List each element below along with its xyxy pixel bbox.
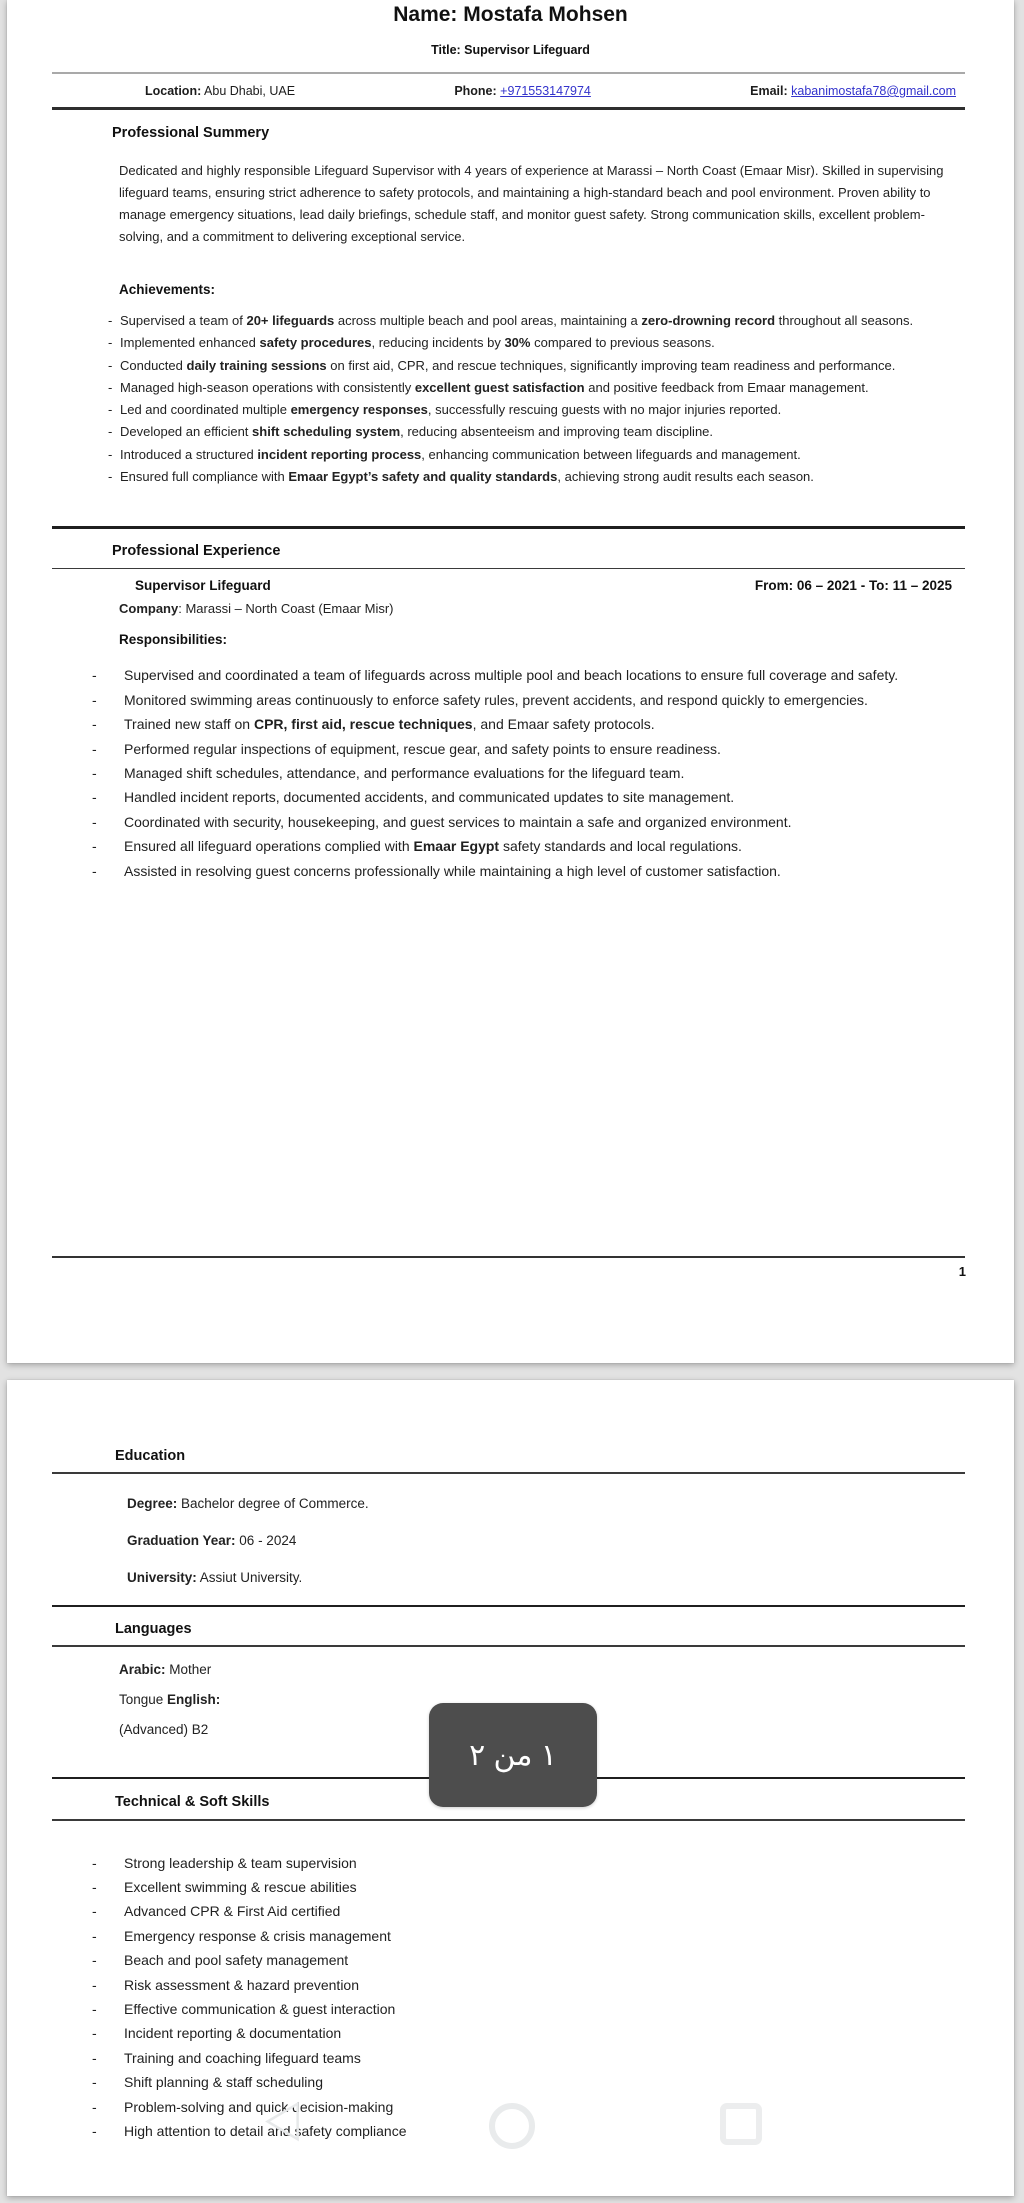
job-dates: From: 06 – 2021 - To: 11 – 2025 xyxy=(754,578,952,594)
summary-paragraph: Dedicated and highly responsible Lifeguard Supervisor with 4 years of experience at Marassi – North Coast (Emaar Misr). Skilled in supervising lifeguard teams, ensuring strict adherence to safety protocols, and maintaining a high-standard beach and pool environment. Proven ability to manage emergency situations, lead daily briefings, schedule staff, and monitor guest safety. Strong communication skills, excellent problem-solving, and a commitment to delivering exceptional service. xyxy=(119,163,944,244)
language-english-line: Tongue English: xyxy=(119,1691,221,1707)
languages-heading-divider xyxy=(52,1645,965,1647)
list-item xyxy=(108,332,956,354)
language-arabic-line: Arabic: Mother xyxy=(119,1661,212,1677)
bullet-dash: - xyxy=(108,313,113,328)
list-item xyxy=(92,1851,958,1875)
list-item-text: Risk assessment & hazard prevention xyxy=(124,1976,359,1993)
bullet-dash: - xyxy=(92,716,97,733)
list-item xyxy=(92,1899,958,1923)
skills-list xyxy=(92,1851,958,2144)
header-divider xyxy=(52,107,965,110)
bullet-dash: - xyxy=(92,1854,97,1871)
bullet-dash: - xyxy=(108,335,113,351)
bullet-dash: - xyxy=(92,1976,97,1993)
list-item xyxy=(92,1973,958,1997)
list-item xyxy=(92,859,958,883)
list-item xyxy=(108,444,956,466)
list-item xyxy=(108,355,956,377)
bullet-dash: - xyxy=(92,2000,97,2017)
home-icon[interactable] xyxy=(489,2103,535,2149)
bullet-dash: - xyxy=(92,789,97,806)
list-item-text: Managed high-season operations with consistently excellent guest satisfaction and positive feedback from Emaar management. xyxy=(120,379,869,395)
list-item-text: Emergency response & crisis management xyxy=(124,1927,391,1944)
contact-email xyxy=(750,84,956,98)
list-item-text: Problem-solving and quick decision-making xyxy=(124,2098,394,2115)
bullet-dash: - xyxy=(92,862,97,879)
location-value: Abu Dhabi, UAE xyxy=(201,84,296,98)
list-item-text: Trained new staff on CPR, first aid, rescue techniques, and Emaar safety protocols. xyxy=(124,716,655,733)
recents-icon[interactable] xyxy=(720,2103,762,2145)
list-item-text: Strong leadership & team supervision xyxy=(124,1854,357,1871)
list-item-text: Advanced CPR & First Aid certified xyxy=(124,1903,341,1920)
list-item-text: Effective communication & guest interaction xyxy=(124,2000,396,2017)
languages-top-divider xyxy=(52,1605,965,1608)
summary-heading: Professional Summery xyxy=(112,125,270,141)
bullet-dash: - xyxy=(92,2049,97,2066)
list-item xyxy=(92,2021,958,2045)
list-item xyxy=(92,810,958,834)
list-item xyxy=(108,399,956,421)
skills-heading-divider xyxy=(52,1819,965,1821)
bullet-dash: - xyxy=(92,2098,97,2115)
bullet-dash: - xyxy=(92,2025,97,2042)
list-item-text: Incident reporting & documentation xyxy=(124,2025,342,2042)
bullet-dash: - xyxy=(92,2074,97,2091)
education-heading: Education xyxy=(115,1448,186,1464)
list-item xyxy=(92,785,958,809)
back-icon[interactable]: ◁ xyxy=(265,2089,299,2147)
bullet-dash: - xyxy=(92,740,97,757)
doc-name: Name: Mostafa Mohsen xyxy=(393,3,628,26)
email-link[interactable]: kabanimostafa78@gmail.com xyxy=(791,84,956,98)
list-item-text: Performed regular inspections of equipment, rescue gear, and safety points to ensure readiness. xyxy=(124,740,721,757)
page-indicator-overlay xyxy=(429,1703,597,1807)
experience-top-divider xyxy=(52,526,965,529)
list-item-text: Supervised a team of 20+ lifeguards across multiple beach and pool areas, maintaining a zero-drowning record throughout all seasons. xyxy=(120,313,914,328)
degree-line: Degree: Bachelor degree of Commerce. xyxy=(127,1495,369,1511)
list-item xyxy=(92,1924,958,1948)
graduation-line: Graduation Year: 06 - 2024 xyxy=(127,1532,297,1548)
list-item xyxy=(92,1875,958,1899)
skills-heading: Technical & Soft Skills xyxy=(115,1794,270,1810)
location-label: Location: xyxy=(145,84,202,98)
list-item-text: Managed shift schedules, attendance, and performance evaluations for the lifeguard team. xyxy=(124,765,685,781)
page-indicator-text: ١ من ٢ xyxy=(469,1738,557,1772)
list-item xyxy=(92,737,958,761)
email-label: Email: xyxy=(750,84,788,98)
job-title: Supervisor Lifeguard xyxy=(135,578,271,594)
footer-divider xyxy=(52,1256,965,1258)
bullet-dash: - xyxy=(108,424,113,440)
list-item xyxy=(92,1997,958,2021)
list-item-text: Monitored swimming areas continuously to enforce safety rules, prevent accidents, and respond quickly to emergencies. xyxy=(124,691,868,708)
responsibilities-heading: Responsibilities: xyxy=(119,632,228,648)
list-item-text: Developed an efficient shift scheduling system, reducing absenteeism and improving team discipline. xyxy=(120,424,714,440)
achievements-heading: Achievements: xyxy=(119,282,216,297)
bullet-dash: - xyxy=(92,691,97,708)
list-item-text: High attention to detail and safety compliance xyxy=(124,2122,407,2139)
education-heading-divider xyxy=(52,1472,965,1474)
list-item xyxy=(108,310,956,332)
language-level-line: (Advanced) B2 xyxy=(119,1721,209,1737)
list-item xyxy=(92,688,958,712)
list-item xyxy=(92,2070,958,2094)
phone-link[interactable]: +971553147974 xyxy=(500,84,591,98)
bullet-dash: - xyxy=(108,357,113,373)
list-item xyxy=(92,1948,958,1972)
list-item xyxy=(92,2046,958,2070)
bullet-dash: - xyxy=(108,379,113,395)
experience-heading-divider xyxy=(52,568,965,570)
resume-page-1 xyxy=(7,0,1014,1363)
contact-phone xyxy=(454,84,591,98)
doc-title: Title: Supervisor Lifeguard xyxy=(431,43,590,57)
company-line: Company: Marassi – North Coast (Emaar Misr) xyxy=(119,601,394,617)
list-item-text: Shift planning & staff scheduling xyxy=(124,2074,323,2091)
phone-label: Phone: xyxy=(454,84,497,98)
bullet-dash: - xyxy=(92,838,97,855)
list-item xyxy=(92,761,958,785)
list-item-text: Introduced a structured incident reporting process, enhancing communication between lifeguards and management. xyxy=(120,446,801,462)
list-item-text: Supervised and coordinated a team of lifeguards across multiple pool and beach locations to ensure full coverage and safety. xyxy=(124,667,899,684)
list-item xyxy=(92,663,958,687)
list-item-text: Handled incident reports, documented accidents, and communicated updates to site management. xyxy=(124,789,735,806)
achievements-list xyxy=(108,310,956,488)
list-item xyxy=(108,421,956,443)
list-item xyxy=(108,377,956,399)
bullet-dash: - xyxy=(108,469,113,485)
job-row xyxy=(135,578,952,593)
list-item-text: Beach and pool safety management xyxy=(124,1952,349,1969)
bullet-dash: - xyxy=(92,667,97,684)
bullet-dash: - xyxy=(92,1903,97,1920)
list-item-text: Coordinated with security, housekeeping, and guest services to maintain a safe and organized environment. xyxy=(124,813,792,830)
list-item-text: Led and coordinated multiple emergency responses, successfully rescuing guests with no major injuries reported. xyxy=(120,402,782,418)
languages-heading: Languages xyxy=(115,1621,192,1637)
list-item-text: Implemented enhanced safety procedures, reducing incidents by 30% compared to previous seasons. xyxy=(120,335,715,351)
list-item xyxy=(92,712,958,736)
list-item-text: Ensured full compliance with Emaar Egypt’s safety and quality standards, achieving strong audit results each season. xyxy=(120,469,814,485)
list-item-text: Assisted in resolving guest concerns professionally while maintaining a high level of customer satisfaction. xyxy=(124,862,781,879)
bullet-dash: - xyxy=(108,402,113,418)
university-line: University: Assiut University. xyxy=(127,1569,303,1585)
bullet-dash: - xyxy=(92,813,97,830)
bullet-dash: - xyxy=(92,1952,97,1969)
list-item-text: Ensured all lifeguard operations complied with Emaar Egypt safety standards and local regulations. xyxy=(124,838,742,855)
contact-row xyxy=(145,84,956,98)
bullet-dash: - xyxy=(108,446,113,462)
contact-location xyxy=(145,84,295,98)
bullet-dash: - xyxy=(92,1878,97,1895)
experience-heading: Professional Experience xyxy=(112,542,281,559)
bullet-dash: - xyxy=(92,2122,97,2139)
bullet-dash: - xyxy=(92,1927,97,1944)
list-item-text: Excellent swimming & rescue abilities xyxy=(124,1878,357,1895)
list-item xyxy=(108,466,956,488)
list-item-text: Conducted daily training sessions on first aid, CPR, and rescue techniques, significantly improving team readiness and performance. xyxy=(120,357,896,373)
title-divider xyxy=(52,72,965,74)
list-item xyxy=(92,834,958,858)
responsibilities-list xyxy=(92,663,958,883)
page-number: 1 xyxy=(958,1264,966,1279)
bullet-dash: - xyxy=(92,765,97,781)
list-item-text: Training and coaching lifeguard teams xyxy=(124,2049,361,2066)
